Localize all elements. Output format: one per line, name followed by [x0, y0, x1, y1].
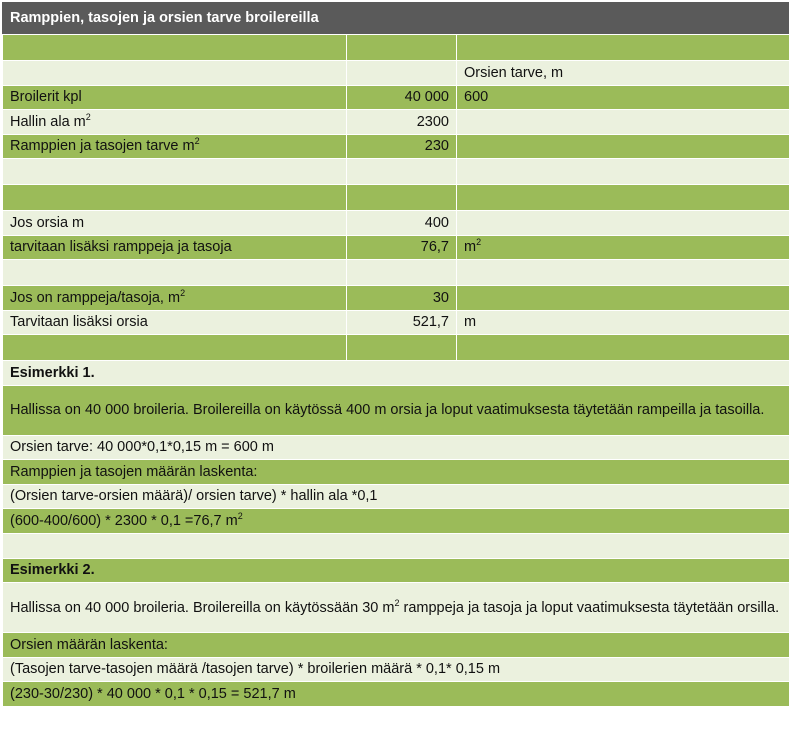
row-extra	[457, 134, 790, 159]
example2-description-part1: Hallissa on 40 000 broileria. Broilereilla on käytössään 30 m	[10, 599, 395, 616]
row-value: 76,7	[347, 235, 457, 260]
example1-heading-row	[3, 361, 790, 386]
row-label: Tarvitaan lisäksi orsia	[3, 310, 347, 335]
row-extra-sup: 2	[476, 237, 482, 248]
row-value: 2300	[347, 110, 457, 135]
sheet-title: Ramppien, tasojen ja orsien tarve broilereilla	[2, 2, 789, 34]
example2-heading-row	[3, 558, 790, 583]
table-row	[3, 85, 790, 110]
example2-formula-row	[3, 657, 790, 682]
row-label: Broilerit kpl	[3, 85, 347, 110]
example1-calc-heading: Ramppien ja tasojen määrän laskenta:	[3, 460, 790, 485]
spacer-row	[3, 533, 790, 558]
orsien-tarve-header: Orsien tarve, m	[457, 61, 790, 86]
example1-calc-heading-row	[3, 460, 790, 485]
example1-orsien-tarve: Orsien tarve: 40 000*0,1*0,15 m = 600 m	[3, 435, 790, 460]
example1-formula: (Orsien tarve-orsien määrä)/ orsien tarve) * hallin ala *0,1	[3, 484, 790, 509]
example1-result: (600-400/600) * 2300 * 0,1 =76,7 m	[10, 512, 238, 529]
table-row	[3, 134, 790, 159]
example1-description-row	[3, 385, 790, 435]
row-value: 40 000	[347, 85, 457, 110]
table-row	[3, 286, 790, 311]
row-value: 521,7	[347, 310, 457, 335]
spacer-row	[3, 159, 790, 185]
row-label-cell	[3, 286, 347, 311]
row-label: Jos on ramppeja/tasoja, m	[10, 289, 181, 306]
row-label-sup: 2	[194, 136, 200, 147]
row-label-cell	[3, 134, 347, 159]
example2-description-part2: ramppeja ja tasoja ja loput vaatimuksesta täytetään orsilla.	[399, 599, 780, 616]
row-extra-cell	[457, 235, 790, 260]
row-value: 400	[347, 211, 457, 236]
example2-formula: (Tasojen tarve-tasojen määrä /tasojen tarve) * broilerien määrä * 0,1* 0,15 m	[3, 657, 790, 682]
spacer-row	[3, 335, 790, 361]
row-label-cell	[3, 110, 347, 135]
example1-orsien-tarve-row	[3, 435, 790, 460]
example1-description: Hallissa on 40 000 broileria. Broilereilla on käytössä 400 m orsia ja loput vaatimuksesta täytetään rampeilla ja tasoilla.	[3, 385, 790, 435]
example1-result-cell	[3, 509, 790, 534]
row-extra	[457, 286, 790, 311]
table-row	[3, 211, 790, 236]
example2-result: (230-30/230) * 40 000 * 0,1 * 0,15 = 521,7 m	[3, 682, 790, 707]
row-extra	[457, 211, 790, 236]
example1-formula-row	[3, 484, 790, 509]
header-row	[3, 61, 790, 86]
row-value: 30	[347, 286, 457, 311]
row-label: Ramppien ja tasojen tarve m	[10, 138, 195, 155]
example2-calc-heading: Orsien määrän laskenta:	[3, 633, 790, 658]
row-extra: m	[457, 310, 790, 335]
example1-heading: Esimerkki 1.	[3, 361, 790, 386]
row-extra: 600	[457, 85, 790, 110]
spacer-row	[3, 35, 790, 61]
row-value: 230	[347, 134, 457, 159]
row-label-sup: 2	[180, 287, 186, 298]
example2-heading: Esimerkki 2.	[3, 558, 790, 583]
example2-calc-heading-row	[3, 633, 790, 658]
example2-result-row	[3, 682, 790, 707]
row-extra	[457, 110, 790, 135]
row-label-sup: 2	[85, 111, 91, 122]
spacer-row	[3, 260, 790, 286]
calc-table	[2, 34, 790, 707]
row-label: Jos orsia m	[3, 211, 347, 236]
table-row	[3, 235, 790, 260]
example2-description-row	[3, 583, 790, 633]
example2-description-sup: 2	[394, 597, 400, 608]
row-label: tarvitaan lisäksi ramppeja ja tasoja	[3, 235, 347, 260]
row-extra: m	[464, 239, 477, 256]
example1-result-sup: 2	[237, 510, 243, 521]
spacer-row	[3, 185, 790, 211]
row-label: Hallin ala m	[10, 113, 86, 130]
table-row	[3, 310, 790, 335]
example2-description	[3, 583, 790, 633]
example1-result-row	[3, 509, 790, 534]
calculation-sheet	[2, 2, 789, 707]
table-row	[3, 110, 790, 135]
